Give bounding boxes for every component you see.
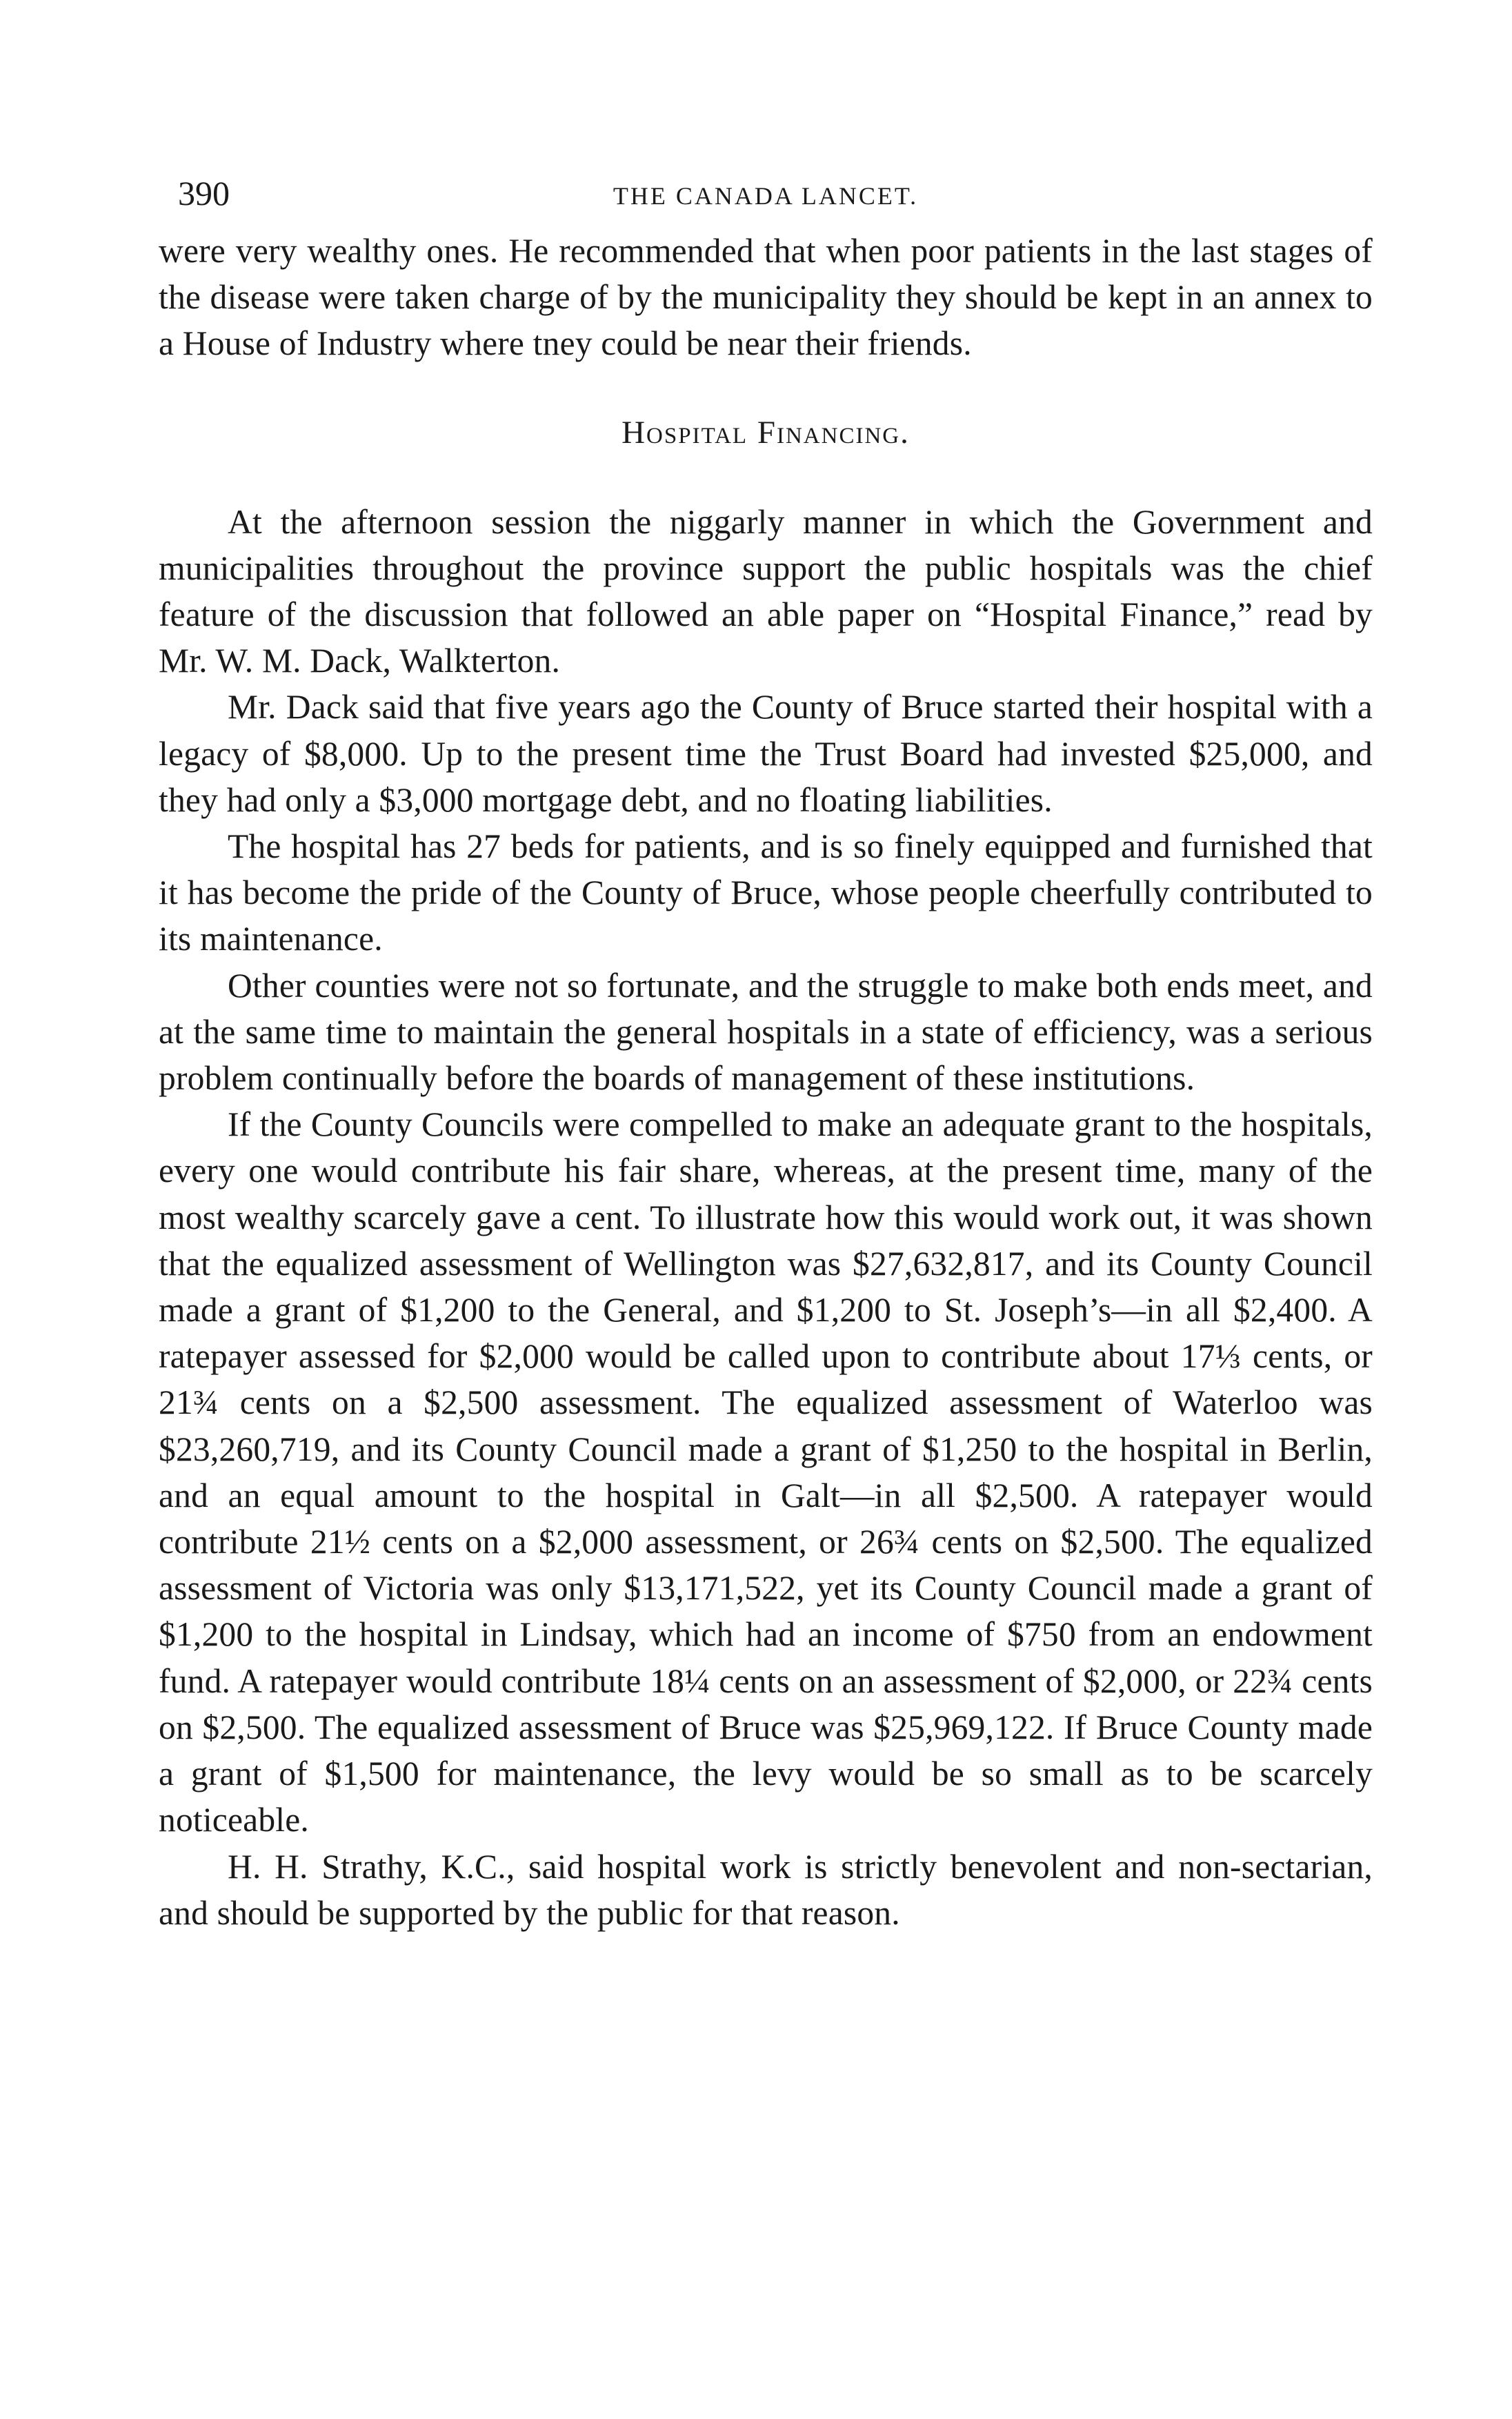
page-number: 390 [178,174,230,213]
document-page [159,172,1373,1936]
paragraph-continued: were very wealthy ones. He recommended that when poor patients in the last stages of the disease were taken charge of by the municipality they should be kept in an annex to a House of Industry where tney could be near their friends. [159,232,1373,363]
page-header [159,172,1373,228]
paragraph: Other counties were not so fortunate, and the struggle to make both ends meet, and at the same time to maintain the general hospitals in a state of efficiency, was a serious problem continually before the boards of management of these institutions. [159,966,1373,1098]
paragraph: Mr. Dack said that five years ago the County of Bruce started their hospital with a legacy of $8,000. Up to the present time the Trust Board had invested $25,000, and they had only a $3,000 mortgage debt, and no floating liabilities. [159,688,1373,819]
body-text [159,228,1373,1936]
section-heading: Hospital Financing. [621,414,910,451]
running-head: THE CANADA LANCET. [613,182,919,210]
paragraph: H. H. Strathy, K.C., said hospital work is strictly benevolent and non-sectarian, and should be supported by the public for that reason. [159,1847,1373,1932]
paragraph: At the afternoon session the niggarly manner in which the Government and municipalities throughout the province support the public hospitals was the chief feature of the discussion that followed an able paper on “Hospital Finance,” read by Mr. W. M. Dack, Walkterton. [159,502,1373,680]
paragraph: If the County Councils were compelled to make an adequate grant to the hospitals, every one would contribute his fair share, whereas, at the present time, many of the most wealthy scarcely gave a cent. To illustrate how this would work out, it was shown that the equalized assessment of Wellington was $27,632,817, and its County Council made a grant of $1,200 to the General, and $1,200 to St. Joseph’s—in all $2,400. A ratepayer assessed for $2,000 would be called upon to contribute about 17⅓ cents, or 21¾ cents on a $2,500 assessment. The equalized assessment of Waterloo was $23,260,719, and its County Council made a grant of $1,250 to the hospital in Berlin, and an equal amount to the hospital in Galt—in all $2,500. A ratepayer would contribute 21½ cents on a $2,000 assessment, or 26¾ cents on $2,500. The equalized assessment of Victoria was only $13,171,522, yet its County Council made a grant of $1,200 to the hospital in Lindsay, which had an income of $750 from an endowment fund. A ratepayer would contribute 18¼ cents on an assessment of $2,000, or 22¾ cents on $2,500. The equalized assessment of Bruce was $25,969,122. If Bruce County made a grant of $1,500 for maintenance, the levy would be so small as to be scarcely noticeable. [159,1105,1373,1839]
paragraph: The hospital has 27 beds for patients, and is so finely equipped and furnished that it has become the pride of the County of Bruce, whose people cheerfully contributed to its maintenance. [159,827,1373,958]
